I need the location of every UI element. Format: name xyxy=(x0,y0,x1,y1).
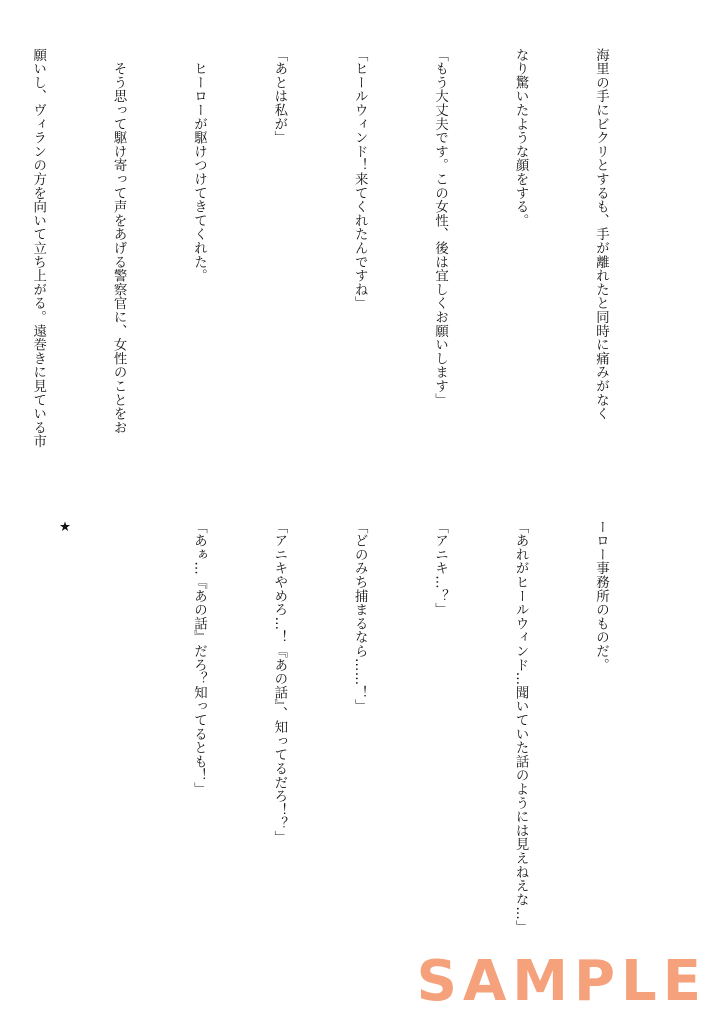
upper-text-block xyxy=(30,48,667,478)
text-line: 「あれがヒールウィンド…聞いていた話のようには見えねえな…」 xyxy=(513,520,529,934)
text-line: ヒーローが駆けつけてきてくれた。 xyxy=(191,48,207,283)
scene-break-star: ★ xyxy=(57,520,73,536)
sample-watermark: SAMPLE xyxy=(416,949,707,1014)
text-line: ーロー事務所のものだ。 xyxy=(593,520,609,672)
text-line: 「あぁ…『あの話』だろ？知ってるとも！」 xyxy=(191,520,207,796)
text-line: 「ヒールウィンド！来てくれたんですね」 xyxy=(352,48,368,311)
text-line: そう思って駆け寄って声をあげる警察官に、女性のことをお xyxy=(111,48,127,435)
lower-text-block xyxy=(57,520,667,938)
text-line: 「アニキ…？」 xyxy=(432,520,448,617)
text-line: 「アニキやめろ…！『あの話』、知ってるだろ！？」 xyxy=(271,520,287,845)
text-line: 「どのみち捕まるなら……！」 xyxy=(352,520,368,714)
text-line: なり驚いたような顔をする。 xyxy=(513,48,529,228)
text-line: 願いし、ヴィランの方を向いて立ち上がる。遠巻きに見ている市 xyxy=(30,48,46,449)
text-line: 「もう大丈夫です。この女性、後は宜しくお願いします」 xyxy=(432,48,448,407)
text-line: 「あとは私が」 xyxy=(271,48,287,145)
text-line: 海里の手にビクリとするも、手が離れたと同時に痛みがなく xyxy=(593,48,609,421)
